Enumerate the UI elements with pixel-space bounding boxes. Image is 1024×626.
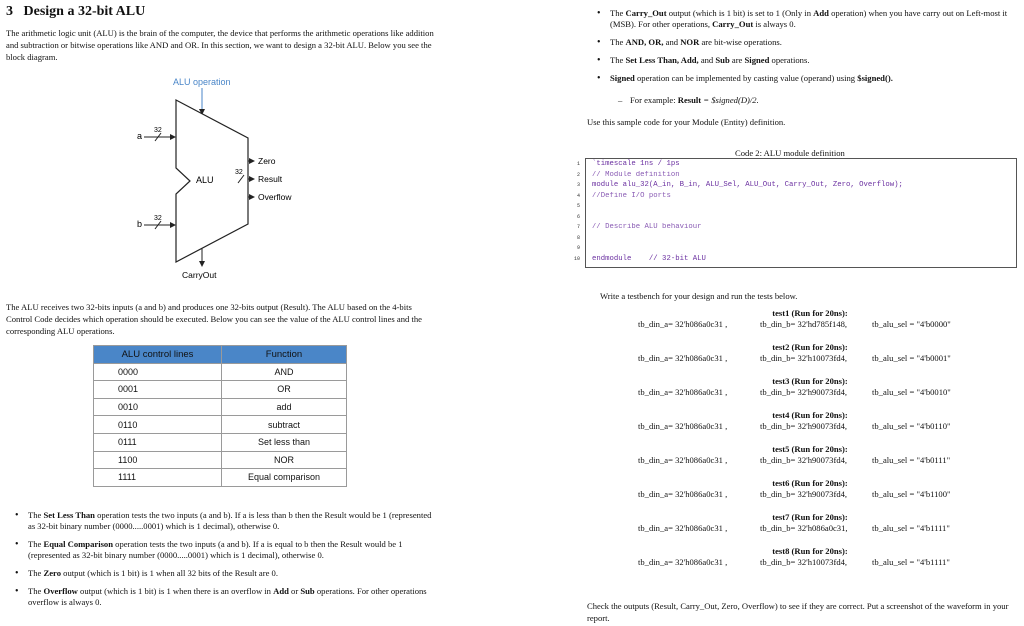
code-line <box>576 233 1016 244</box>
code-line <box>576 191 1016 202</box>
output-result-label: Result <box>258 174 283 184</box>
cast-term: Signed <box>610 73 635 83</box>
test-title: test2 (Run for 20ns): <box>772 342 848 352</box>
code-text: endmodule // 32-bit ALU <box>592 254 706 263</box>
carry-mid2: operation) when you have carry out on Left-most it (MSB). For other operations, <box>610 8 1008 29</box>
table-row <box>94 433 347 451</box>
ovf-add: Add <box>273 586 289 596</box>
test-sel: tb_alu_sel = "4'b1100" <box>872 489 951 499</box>
carry-text: is always 0. <box>753 19 796 29</box>
use-code-paragraph: Use this sample code for your Module (Entity) definition. <box>587 117 786 127</box>
test-b: tb_din_b= 32'h90073fd4, <box>760 387 848 397</box>
test-a: tb_din_a= 32'h086a0c31 , <box>638 387 728 397</box>
zero-text: output (which is 1 bit) is 1 when all 32 bits of the Result are 0. <box>61 568 278 578</box>
line-number: 2 <box>576 171 580 178</box>
testbench-intro: Write a testbench for your design and run the tests below. <box>600 291 798 301</box>
ovf-or: or <box>288 586 301 596</box>
test-item <box>600 342 1020 376</box>
code-line <box>576 212 1016 223</box>
bullet-signed-cast <box>596 73 1016 84</box>
function-name: AND <box>222 363 347 381</box>
bitwise-pre: The <box>610 37 626 47</box>
test-b: tb_din_b= 32'h90073fd4, <box>760 421 848 431</box>
test-title: test3 (Run for 20ns): <box>772 376 848 386</box>
line-number: 5 <box>576 203 580 209</box>
output-overflow-label: Overflow <box>258 192 292 202</box>
signed-pre: The <box>610 55 626 65</box>
code-line <box>576 180 1016 191</box>
table-header-control: ALU control lines <box>94 346 222 364</box>
alu-block-diagram <box>130 70 330 290</box>
code-line <box>576 243 1016 254</box>
test-a: tb_din_a= 32'h086a0c31 , <box>638 353 728 363</box>
test-item <box>600 444 1020 478</box>
alu-block-label: ALU <box>196 175 214 185</box>
function-name: NOR <box>222 451 347 469</box>
code-text: // Describe ALU behaviour <box>592 223 702 231</box>
alu-control-table <box>93 345 347 487</box>
section-number: 3 <box>6 4 13 19</box>
test-b: tb_din_b= 32'h90073fd4, <box>760 455 848 465</box>
bitwise-text: are bit-wise operations. <box>699 37 782 47</box>
test-sel: tb_alu_sel = "4'b0001" <box>872 353 951 363</box>
zero-pre: The <box>28 568 44 578</box>
code-line <box>576 170 1016 181</box>
test-item <box>600 546 1020 580</box>
function-name: Set less than <box>222 433 347 451</box>
function-name: Equal comparison <box>222 469 347 487</box>
table-row <box>94 398 347 416</box>
cast-fn: $signed(). <box>857 73 893 83</box>
test-b: tb_din_b= 32'h10073fd4, <box>760 353 848 363</box>
ovf-text: operations. For other operations overflow is always 0. <box>28 586 427 607</box>
test-title: test6 (Run for 20ns): <box>772 478 848 488</box>
line-number: 8 <box>576 234 580 241</box>
test-b: tb_din_b= 32'hd785f148, <box>760 319 848 329</box>
test-b: tb_din_b= 32'h10073fd4, <box>760 557 848 567</box>
input-a-width: 32 <box>154 127 162 134</box>
cast-text: operation can be implemented by casting value (operand) using <box>634 73 858 83</box>
table-header-function: Function <box>222 346 347 364</box>
table-row <box>94 451 347 469</box>
signed-term3: Signed <box>744 55 770 65</box>
signed-and: and <box>698 55 716 65</box>
zero-term: Zero <box>43 568 62 578</box>
test-b: tb_din_b= 32'h086a0c31, <box>760 523 848 533</box>
left-bullet-list <box>14 510 434 615</box>
line-number: 6 <box>576 213 580 220</box>
output-zero-label: Zero <box>258 156 276 166</box>
code-text: `timescale 1ns / 1ps <box>592 160 680 168</box>
table-row <box>94 469 347 487</box>
bullet-bitwise <box>596 37 1016 48</box>
bitwise-and: and <box>663 37 681 47</box>
bullet-equal-comparison: • The Equal Comparison operation tests the two inputs (a and b). If a is equal to b then the Result would be 1 (represented as 32-bit binary number (0000.....0001) which is 1 decimal), otherwise 0. <box>14 539 434 561</box>
slt-term: Set Less Than <box>43 510 95 520</box>
line-number: 7 <box>576 224 580 230</box>
test-item <box>600 478 1020 512</box>
test-title: test5 (Run for 20ns): <box>772 444 848 454</box>
carry-mid: output (which is 1 bit) is set to 1 (Only in <box>666 8 814 18</box>
test-item <box>600 308 1020 342</box>
table-row <box>94 381 347 399</box>
test-sel: tb_alu_sel = "4'b0111" <box>872 455 951 465</box>
eq-text: operation tests the two inputs (a and b). If a is equal to b then the Result would be 1 (represented as 32-bit binary number (0000.....0001) which is 1 decimal), otherwise 0. <box>28 539 403 560</box>
right-bullet-list <box>596 8 1016 91</box>
bullet-signed-ops <box>596 55 1016 66</box>
line-number: 1 <box>576 161 580 167</box>
slt-text: operation tests the two inputs (a and b). If a is less than b then the Result would be 1 (represented as 32-bit binary number (0000.....0001) which is 1 decimal), otherwise 0. <box>28 510 432 531</box>
test-title: test4 (Run for 20ns): <box>772 410 848 420</box>
bitwise-term2: NOR <box>680 37 700 47</box>
test-b: tb_din_b= 32'h90073fd4, <box>760 489 848 499</box>
function-name: add <box>222 398 347 416</box>
output-result-width: 32 <box>235 169 243 176</box>
table-header-row <box>94 346 347 364</box>
ovf-sub: Sub <box>300 586 315 596</box>
code-text: module alu_32(A_in, B_in, ALU_Sel, ALU_Out, Carry_Out, Zero, Overflow); <box>592 181 903 189</box>
test-a: tb_din_a= 32'h086a0c31 , <box>638 489 728 499</box>
test-a: tb_din_a= 32'h086a0c31 , <box>638 421 728 431</box>
test-item <box>600 410 1020 444</box>
line-number: 10 <box>573 255 580 262</box>
control-code: 0111 <box>94 433 222 451</box>
control-code: 1100 <box>94 451 222 469</box>
bullet-overflow <box>14 586 434 608</box>
test-sel: tb_alu_sel = "4'b0110" <box>872 421 951 431</box>
bullet-set-less-than: • The Set Less Than operation tests the two inputs (a and b). If a is less than b then the Result would be 1 (represented as 32-bit binary number (0000.....0001) which is 1 decimal), otherwise 0. <box>14 510 434 532</box>
test-item <box>600 376 1020 410</box>
example-line: – For example: Result = $signed(D)/2. <box>618 95 759 105</box>
control-code: 0010 <box>94 398 222 416</box>
control-code: 0110 <box>94 416 222 434</box>
bitwise-term: AND, OR, <box>625 37 664 47</box>
control-code: 1111 <box>94 469 222 487</box>
eq-term: Equal Comparison <box>43 539 113 549</box>
test-sel: tb_alu_sel = "4'b1111" <box>872 557 950 567</box>
intro-paragraph: The arithmetic logic unit (ALU) is the brain of the computer, the device that performs the arithmetic operations like addition and subtraction or bitwise operations like AND and OR. In this section, we want to design a 32-bit ALU. Below you see the block diagram. <box>6 28 434 62</box>
carry-term2: Carry_Out <box>712 19 754 29</box>
test-a: tb_din_a= 32'h086a0c31 , <box>638 319 728 329</box>
code-caption: Code 2: ALU module definition <box>735 148 845 158</box>
signed-text: operations. <box>769 55 810 65</box>
example-text: = $signed(D)/2. <box>701 95 759 105</box>
code-line <box>576 201 1016 212</box>
control-code: 0001 <box>94 381 222 399</box>
signed-term: Set Less Than, Add, <box>625 55 699 65</box>
example-term: Result <box>677 95 702 105</box>
closing-paragraph: Check the outputs (Result, Carry_Out, Zero, Overflow) to see if they are correct. Put a screenshot of the waveform in your report. <box>587 601 1009 623</box>
test-a: tb_din_a= 32'h086a0c31 , <box>638 455 728 465</box>
signed-are: are <box>729 55 745 65</box>
line-number: 4 <box>576 192 580 199</box>
alu-operation-label: ALU operation <box>173 77 231 87</box>
function-name: OR <box>222 381 347 399</box>
line-number: 9 <box>576 245 580 251</box>
line-number: 3 <box>576 182 580 188</box>
input-b-label: b <box>137 219 143 229</box>
ovf-mid: output (which is 1 bit) is 1 when there is an overflow in <box>77 586 274 596</box>
test-title: test7 (Run for 20ns): <box>772 512 848 522</box>
test-sel: tb_alu_sel = "4'b1111" <box>872 523 950 533</box>
bullet-zero <box>14 568 434 579</box>
carry-pre: The <box>610 8 626 18</box>
code-line <box>576 222 1016 233</box>
function-name: subtract <box>222 416 347 434</box>
table-row <box>94 363 347 381</box>
test-title: test1 (Run for 20ns): <box>772 308 848 318</box>
code-line <box>573 254 1016 265</box>
carry-add: Add <box>813 8 829 18</box>
code-text: // Module definition <box>592 170 680 179</box>
control-code: 0000 <box>94 363 222 381</box>
test-sel: tb_alu_sel = "4'b0000" <box>872 319 951 329</box>
input-b-width: 32 <box>154 215 162 222</box>
test-list <box>600 308 1020 580</box>
bullet-carry-out <box>596 8 1016 30</box>
input-a-label: a <box>137 131 143 141</box>
ovf-term: Overflow <box>43 586 78 596</box>
code-line <box>576 159 1016 170</box>
example-pre: For example: <box>630 95 678 105</box>
output-carry-label: CarryOut <box>182 270 217 280</box>
test-sel: tb_alu_sel = "4'b0010" <box>872 387 951 397</box>
code-block <box>573 158 1017 268</box>
carry-term: Carry_Out <box>625 8 667 18</box>
test-a: tb_din_a= 32'h086a0c31 , <box>638 557 728 567</box>
signed-term2: Sub <box>715 55 730 65</box>
ovf-pre: The <box>28 586 44 596</box>
test-item <box>600 512 1020 546</box>
section-heading <box>6 4 145 20</box>
code-text: //Define I/O ports <box>592 191 671 200</box>
table-row <box>94 416 347 434</box>
section-title: Design a 32-bit ALU <box>23 4 146 19</box>
test-title: test8 (Run for 20ns): <box>772 546 848 556</box>
after-diagram-paragraph: The ALU receives two 32-bits inputs (a and b) and produces one 32-bits output (Result). The ALU based on the 4-bits Control Code decides which operation should be executed. Below you can see the value of the ALU control lines and the corresponding ALU operations. <box>6 302 422 336</box>
test-a: tb_din_a= 32'h086a0c31 , <box>638 523 728 533</box>
